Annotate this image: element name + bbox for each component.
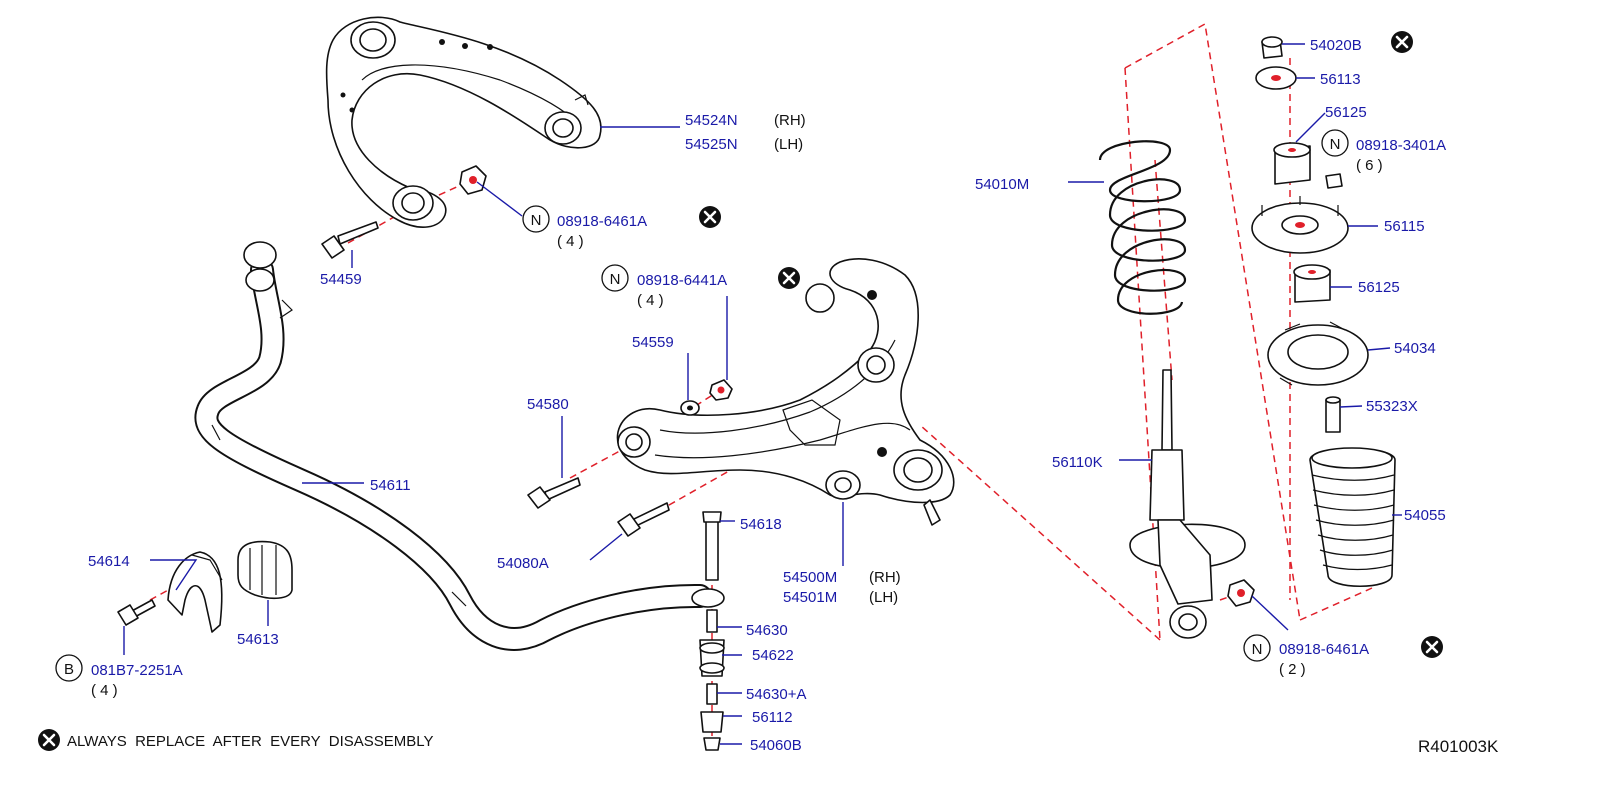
label-clamp-bolt: 081B7-2251A: [91, 662, 183, 679]
label-nut-upper-arm: 08918-6461A: [557, 213, 648, 230]
label-lower-arm-rh-side: (RH): [869, 569, 901, 586]
leader-lines: [124, 44, 1402, 744]
stabilizer-clamp: [168, 552, 222, 632]
label-lower-arm-rh: 54500M: [783, 569, 838, 586]
svg-text:N: N: [609, 271, 621, 288]
label-upper-arm-rh: 54524N: [685, 112, 738, 129]
label-link-nut: 54060B: [750, 737, 802, 754]
label-spring: 54010M: [975, 176, 1030, 193]
label-link-bushing: 54622: [752, 647, 794, 664]
label-nut-mount: 08918-3401A: [1356, 137, 1447, 154]
replace-icon: [1421, 636, 1443, 658]
label-dust-cover: 54055: [1404, 507, 1446, 524]
stabilizer-bushing: [238, 542, 292, 599]
label-mount-bushing-lower: 56125: [1358, 279, 1400, 296]
label-collar-lower: 54630+A: [746, 686, 807, 703]
lower-arm-washer: [681, 401, 699, 415]
svg-text:N: N: [530, 212, 542, 229]
lower-arm-front-bolt: [618, 503, 669, 536]
label-lower-arm-lh-side: (LH): [869, 589, 899, 606]
label-nut-lower-arm: 08918-6441A: [637, 272, 728, 289]
shock-absorber: [1130, 370, 1254, 638]
label-nut-upper-arm-qty: ( 4 ): [557, 233, 584, 250]
legend-text: ALWAYS REPLACE AFTER EVERY DISASSEMBLY: [67, 733, 434, 750]
coil-spring: [1100, 141, 1185, 313]
label-bushing: 54613: [237, 631, 279, 648]
n-symbol-shock: [1244, 635, 1270, 661]
label-washer-top: 56113: [1320, 71, 1361, 88]
strut-mount-stack: [1252, 37, 1368, 432]
label-bolt-lower-arm: 54580: [527, 396, 569, 413]
reference-code: R401003K: [1418, 737, 1499, 756]
n-symbol-mount: [1322, 130, 1348, 156]
replace-icon: [699, 206, 721, 228]
label-bound-bumper: 55323X: [1366, 398, 1418, 415]
label-nut-shock-lower: 08918-6461A: [1279, 641, 1370, 658]
stabilizer-clamp-bolt: [118, 600, 155, 625]
svg-text:N: N: [1329, 136, 1341, 153]
label-collar-upper: 54630: [746, 622, 788, 639]
label-upper-arm-lh: 54525N: [685, 136, 738, 153]
label-stabilizer: 54611: [370, 477, 411, 494]
label-nut-lower-arm-qty: ( 4 ): [637, 292, 664, 309]
replace-icon: [1391, 31, 1413, 53]
svg-text:N: N: [1251, 641, 1263, 658]
label-mount-insulator: 56115: [1384, 218, 1425, 235]
label-clamp: 54614: [88, 553, 130, 570]
dust-cover: [1310, 448, 1395, 586]
lower-arm-rear-bolt: [528, 478, 580, 508]
label-mount-bushing-upper: 56125: [1325, 104, 1367, 121]
label-shock-absorber: 56110K: [1052, 454, 1103, 471]
n-symbol-upper-arm: [523, 206, 549, 232]
n-symbol-lower-arm: [602, 265, 628, 291]
upper-control-arm: [327, 17, 601, 227]
label-link-bolt: 54618: [740, 516, 782, 533]
label-nut-shock-lower-qty: ( 2 ): [1279, 661, 1306, 678]
stabilizer-link-stack: [700, 512, 724, 750]
replace-icon: [778, 267, 800, 289]
label-lower-arm-lh: 54501M: [783, 589, 838, 606]
lower-control-arm: [617, 259, 953, 525]
label-upper-arm-lh-side: (LH): [774, 136, 804, 153]
label-clamp-bolt-qty: ( 4 ): [91, 682, 118, 699]
label-link-bushing-lower: 56112: [752, 709, 793, 726]
lower-arm-nut: [710, 380, 732, 400]
label-bolt-upper-arm: 54459: [320, 271, 362, 288]
label-bolt-lower-arm-front: 54080A: [497, 555, 549, 572]
label-washer-lower-arm: 54559: [632, 334, 674, 351]
part-labels: [88, 37, 1446, 754]
upper-arm-bolt: [322, 222, 378, 258]
label-spring-seat: 54034: [1394, 340, 1436, 357]
legend-replace-icon: [38, 729, 60, 751]
label-upper-arm-rh-side: (RH): [774, 112, 806, 129]
label-top-nut: 54020B: [1310, 37, 1362, 54]
b-symbol-clamp-bolt: [56, 655, 82, 681]
label-nut-mount-qty: ( 6 ): [1356, 157, 1383, 174]
svg-text:B: B: [63, 661, 75, 678]
upper-arm-nut: [460, 166, 486, 194]
